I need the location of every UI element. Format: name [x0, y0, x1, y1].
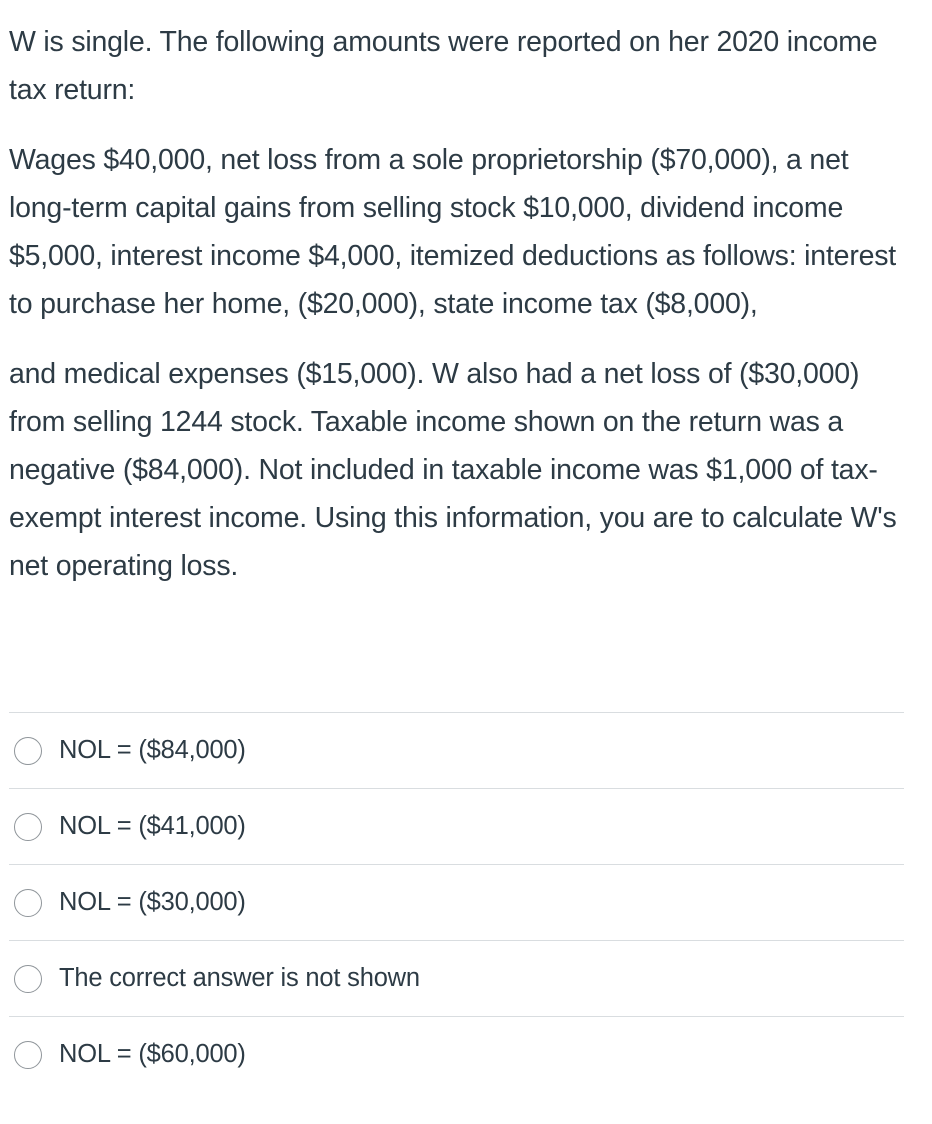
- question-paragraph: W is single. The following amounts were reported on her 2020 income tax return:: [9, 26, 878, 106]
- answer-option-1[interactable]: [9, 713, 904, 789]
- answer-label: The correct answer is not shown: [59, 964, 420, 992]
- answer-option-5[interactable]: [9, 1017, 904, 1092]
- answer-list: [9, 712, 904, 1092]
- question-paragraph: Wages $40,000, net loss from a sole proprietorship ($70,000), a net long-term capital gains from selling stock $10,000, dividend income $5,000, interest income $4,000, itemized deductions as follows: interest to purchase her home, ($20,000), state income tax ($8,000),: [9, 144, 897, 320]
- answer-label: NOL = ($30,000): [59, 888, 246, 916]
- radio-button[interactable]: [14, 1041, 42, 1069]
- radio-button[interactable]: [14, 889, 42, 917]
- answer-label: NOL = ($60,000): [59, 1040, 246, 1068]
- radio-button[interactable]: [14, 813, 42, 841]
- radio-button[interactable]: [14, 965, 42, 993]
- answer-option-4[interactable]: [9, 941, 904, 1017]
- answer-label: NOL = ($84,000): [59, 736, 246, 764]
- radio-button[interactable]: [14, 737, 42, 765]
- question-paragraph: and medical expenses ($15,000). W also had a net loss of ($30,000) from selling 1244 stock. Taxable income shown on the return was a negative ($84,000). Not included in taxable income was $1,000 of tax-exempt interest income. Using this information, you are to calculate W's net operating loss.: [9, 358, 897, 582]
- answer-option-3[interactable]: [9, 865, 904, 941]
- answer-label: NOL = ($41,000): [59, 812, 246, 840]
- answer-option-2[interactable]: [9, 789, 904, 865]
- question-text: [9, 18, 909, 590]
